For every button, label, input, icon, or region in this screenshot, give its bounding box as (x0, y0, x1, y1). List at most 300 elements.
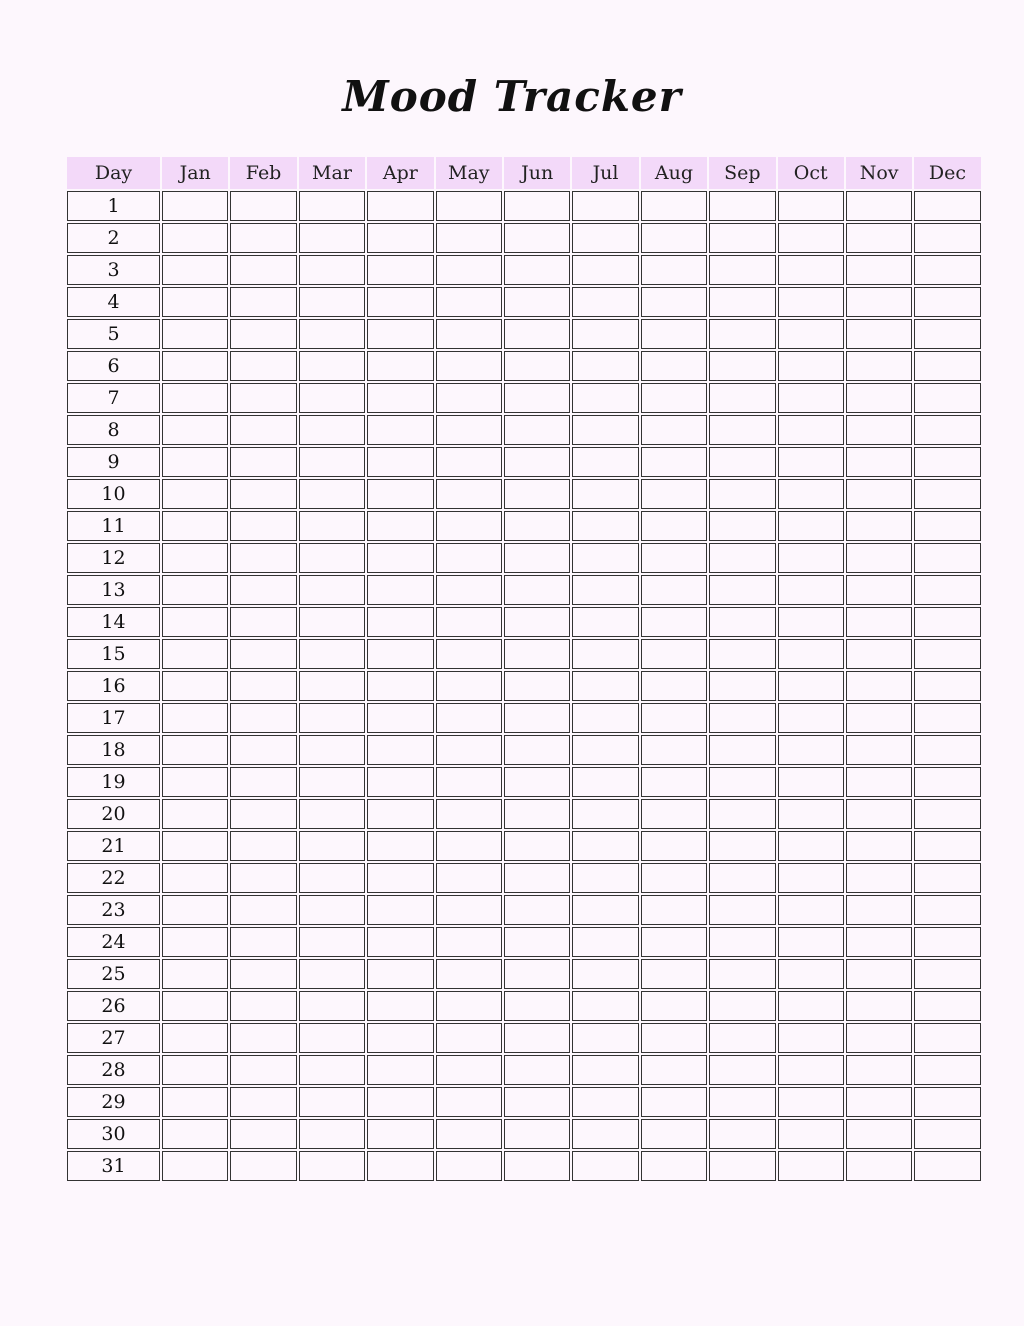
mood-cell-apr[interactable] (367, 1087, 433, 1117)
mood-cell-jan[interactable] (162, 671, 228, 701)
mood-cell-oct[interactable] (778, 319, 844, 349)
mood-cell-sep[interactable] (709, 1055, 775, 1085)
mood-cell-apr[interactable] (367, 511, 433, 541)
mood-cell-nov[interactable] (846, 1055, 912, 1085)
mood-cell-apr[interactable] (367, 447, 433, 477)
mood-cell-nov[interactable] (846, 959, 912, 989)
mood-cell-may[interactable] (436, 831, 502, 861)
mood-cell-apr[interactable] (367, 767, 433, 797)
mood-cell-dec[interactable] (914, 671, 980, 701)
mood-cell-feb[interactable] (230, 415, 296, 445)
mood-cell-feb[interactable] (230, 319, 296, 349)
mood-cell-jun[interactable] (504, 255, 570, 285)
mood-cell-mar[interactable] (299, 959, 365, 989)
mood-cell-may[interactable] (436, 543, 502, 573)
mood-cell-jul[interactable] (572, 447, 638, 477)
mood-cell-apr[interactable] (367, 543, 433, 573)
mood-cell-dec[interactable] (914, 479, 980, 509)
mood-cell-oct[interactable] (778, 287, 844, 317)
mood-cell-sep[interactable] (709, 607, 775, 637)
mood-cell-sep[interactable] (709, 895, 775, 925)
mood-cell-apr[interactable] (367, 991, 433, 1021)
mood-cell-apr[interactable] (367, 735, 433, 765)
mood-cell-nov[interactable] (846, 383, 912, 413)
mood-cell-jul[interactable] (572, 1119, 638, 1149)
mood-cell-jul[interactable] (572, 1023, 638, 1053)
mood-cell-dec[interactable] (914, 703, 980, 733)
mood-cell-dec[interactable] (914, 255, 980, 285)
mood-cell-jun[interactable] (504, 1055, 570, 1085)
mood-cell-aug[interactable] (641, 1087, 707, 1117)
mood-cell-jun[interactable] (504, 575, 570, 605)
mood-cell-oct[interactable] (778, 1087, 844, 1117)
mood-cell-sep[interactable] (709, 799, 775, 829)
mood-cell-may[interactable] (436, 1023, 502, 1053)
mood-cell-may[interactable] (436, 1119, 502, 1149)
mood-cell-may[interactable] (436, 863, 502, 893)
mood-cell-jul[interactable] (572, 767, 638, 797)
mood-cell-nov[interactable] (846, 735, 912, 765)
mood-cell-sep[interactable] (709, 927, 775, 957)
mood-cell-jan[interactable] (162, 735, 228, 765)
mood-cell-mar[interactable] (299, 511, 365, 541)
mood-cell-feb[interactable] (230, 255, 296, 285)
mood-cell-sep[interactable] (709, 255, 775, 285)
mood-cell-apr[interactable] (367, 959, 433, 989)
mood-cell-apr[interactable] (367, 575, 433, 605)
mood-cell-aug[interactable] (641, 479, 707, 509)
mood-cell-may[interactable] (436, 383, 502, 413)
mood-cell-nov[interactable] (846, 1023, 912, 1053)
mood-cell-apr[interactable] (367, 895, 433, 925)
mood-cell-dec[interactable] (914, 383, 980, 413)
mood-cell-dec[interactable] (914, 191, 980, 221)
mood-cell-jan[interactable] (162, 607, 228, 637)
mood-cell-sep[interactable] (709, 191, 775, 221)
mood-cell-dec[interactable] (914, 1119, 980, 1149)
mood-cell-may[interactable] (436, 959, 502, 989)
mood-cell-nov[interactable] (846, 543, 912, 573)
mood-cell-aug[interactable] (641, 1151, 707, 1181)
mood-cell-feb[interactable] (230, 1151, 296, 1181)
mood-cell-jun[interactable] (504, 479, 570, 509)
mood-cell-apr[interactable] (367, 863, 433, 893)
mood-cell-aug[interactable] (641, 351, 707, 381)
mood-cell-mar[interactable] (299, 447, 365, 477)
mood-cell-jul[interactable] (572, 415, 638, 445)
mood-cell-dec[interactable] (914, 959, 980, 989)
mood-cell-feb[interactable] (230, 1087, 296, 1117)
mood-cell-mar[interactable] (299, 767, 365, 797)
mood-cell-aug[interactable] (641, 319, 707, 349)
mood-cell-jul[interactable] (572, 1087, 638, 1117)
mood-cell-mar[interactable] (299, 383, 365, 413)
mood-cell-jan[interactable] (162, 223, 228, 253)
mood-cell-jun[interactable] (504, 447, 570, 477)
mood-cell-nov[interactable] (846, 255, 912, 285)
mood-cell-jan[interactable] (162, 831, 228, 861)
mood-cell-jan[interactable] (162, 895, 228, 925)
mood-cell-jun[interactable] (504, 1151, 570, 1181)
mood-cell-nov[interactable] (846, 1087, 912, 1117)
mood-cell-nov[interactable] (846, 447, 912, 477)
mood-cell-may[interactable] (436, 255, 502, 285)
mood-cell-mar[interactable] (299, 831, 365, 861)
mood-cell-aug[interactable] (641, 703, 707, 733)
mood-cell-jun[interactable] (504, 767, 570, 797)
mood-cell-feb[interactable] (230, 863, 296, 893)
mood-cell-oct[interactable] (778, 607, 844, 637)
mood-cell-jan[interactable] (162, 319, 228, 349)
mood-cell-oct[interactable] (778, 639, 844, 669)
mood-cell-jun[interactable] (504, 511, 570, 541)
mood-cell-feb[interactable] (230, 799, 296, 829)
mood-cell-dec[interactable] (914, 1055, 980, 1085)
mood-cell-oct[interactable] (778, 1151, 844, 1181)
mood-cell-jun[interactable] (504, 543, 570, 573)
mood-cell-apr[interactable] (367, 1151, 433, 1181)
mood-cell-feb[interactable] (230, 703, 296, 733)
mood-cell-jul[interactable] (572, 511, 638, 541)
mood-cell-mar[interactable] (299, 703, 365, 733)
mood-cell-oct[interactable] (778, 1023, 844, 1053)
mood-cell-jul[interactable] (572, 639, 638, 669)
mood-cell-oct[interactable] (778, 479, 844, 509)
mood-cell-apr[interactable] (367, 799, 433, 829)
mood-cell-mar[interactable] (299, 639, 365, 669)
mood-cell-jun[interactable] (504, 959, 570, 989)
mood-cell-nov[interactable] (846, 831, 912, 861)
mood-cell-oct[interactable] (778, 191, 844, 221)
mood-cell-nov[interactable] (846, 991, 912, 1021)
mood-cell-may[interactable] (436, 447, 502, 477)
mood-cell-jun[interactable] (504, 383, 570, 413)
mood-cell-dec[interactable] (914, 927, 980, 957)
mood-cell-dec[interactable] (914, 287, 980, 317)
mood-cell-apr[interactable] (367, 639, 433, 669)
mood-cell-jan[interactable] (162, 191, 228, 221)
mood-cell-sep[interactable] (709, 479, 775, 509)
mood-cell-feb[interactable] (230, 831, 296, 861)
mood-cell-may[interactable] (436, 639, 502, 669)
mood-cell-may[interactable] (436, 799, 502, 829)
mood-cell-feb[interactable] (230, 767, 296, 797)
mood-cell-jun[interactable] (504, 735, 570, 765)
mood-cell-oct[interactable] (778, 1119, 844, 1149)
mood-cell-feb[interactable] (230, 927, 296, 957)
mood-cell-nov[interactable] (846, 191, 912, 221)
mood-cell-apr[interactable] (367, 703, 433, 733)
mood-cell-jan[interactable] (162, 351, 228, 381)
mood-cell-may[interactable] (436, 1087, 502, 1117)
mood-cell-dec[interactable] (914, 831, 980, 861)
mood-cell-may[interactable] (436, 575, 502, 605)
mood-cell-may[interactable] (436, 511, 502, 541)
mood-cell-dec[interactable] (914, 511, 980, 541)
mood-cell-sep[interactable] (709, 863, 775, 893)
mood-cell-dec[interactable] (914, 639, 980, 669)
mood-cell-apr[interactable] (367, 1119, 433, 1149)
mood-cell-mar[interactable] (299, 479, 365, 509)
mood-cell-jan[interactable] (162, 639, 228, 669)
mood-cell-jul[interactable] (572, 607, 638, 637)
mood-cell-jul[interactable] (572, 1151, 638, 1181)
mood-cell-jul[interactable] (572, 287, 638, 317)
mood-cell-may[interactable] (436, 735, 502, 765)
mood-cell-mar[interactable] (299, 927, 365, 957)
mood-cell-may[interactable] (436, 1055, 502, 1085)
mood-cell-mar[interactable] (299, 895, 365, 925)
mood-cell-nov[interactable] (846, 799, 912, 829)
mood-cell-mar[interactable] (299, 1087, 365, 1117)
mood-cell-may[interactable] (436, 607, 502, 637)
mood-cell-feb[interactable] (230, 447, 296, 477)
mood-cell-feb[interactable] (230, 1055, 296, 1085)
mood-cell-mar[interactable] (299, 1151, 365, 1181)
mood-cell-sep[interactable] (709, 831, 775, 861)
mood-cell-dec[interactable] (914, 1087, 980, 1117)
mood-cell-oct[interactable] (778, 511, 844, 541)
mood-cell-dec[interactable] (914, 607, 980, 637)
mood-cell-apr[interactable] (367, 1055, 433, 1085)
mood-cell-oct[interactable] (778, 671, 844, 701)
mood-cell-mar[interactable] (299, 351, 365, 381)
mood-cell-jan[interactable] (162, 287, 228, 317)
mood-cell-dec[interactable] (914, 351, 980, 381)
mood-cell-aug[interactable] (641, 959, 707, 989)
mood-cell-aug[interactable] (641, 191, 707, 221)
mood-cell-feb[interactable] (230, 959, 296, 989)
mood-cell-sep[interactable] (709, 319, 775, 349)
mood-cell-may[interactable] (436, 415, 502, 445)
mood-cell-sep[interactable] (709, 511, 775, 541)
mood-cell-sep[interactable] (709, 447, 775, 477)
mood-cell-feb[interactable] (230, 191, 296, 221)
mood-cell-jan[interactable] (162, 799, 228, 829)
mood-cell-apr[interactable] (367, 255, 433, 285)
mood-cell-may[interactable] (436, 767, 502, 797)
mood-cell-apr[interactable] (367, 607, 433, 637)
mood-cell-jun[interactable] (504, 415, 570, 445)
mood-cell-aug[interactable] (641, 575, 707, 605)
mood-cell-sep[interactable] (709, 671, 775, 701)
mood-cell-jan[interactable] (162, 1119, 228, 1149)
mood-cell-jun[interactable] (504, 799, 570, 829)
mood-cell-jan[interactable] (162, 1023, 228, 1053)
mood-cell-aug[interactable] (641, 223, 707, 253)
mood-cell-may[interactable] (436, 895, 502, 925)
mood-cell-jun[interactable] (504, 1087, 570, 1117)
mood-cell-aug[interactable] (641, 799, 707, 829)
mood-cell-oct[interactable] (778, 863, 844, 893)
mood-cell-sep[interactable] (709, 223, 775, 253)
mood-cell-feb[interactable] (230, 671, 296, 701)
mood-cell-nov[interactable] (846, 607, 912, 637)
mood-cell-nov[interactable] (846, 767, 912, 797)
mood-cell-dec[interactable] (914, 223, 980, 253)
mood-cell-sep[interactable] (709, 735, 775, 765)
mood-cell-jan[interactable] (162, 255, 228, 285)
mood-cell-jun[interactable] (504, 607, 570, 637)
mood-cell-jul[interactable] (572, 927, 638, 957)
mood-cell-oct[interactable] (778, 543, 844, 573)
mood-cell-jul[interactable] (572, 895, 638, 925)
mood-cell-sep[interactable] (709, 1151, 775, 1181)
mood-cell-feb[interactable] (230, 1119, 296, 1149)
mood-cell-jun[interactable] (504, 1119, 570, 1149)
mood-cell-dec[interactable] (914, 767, 980, 797)
mood-cell-mar[interactable] (299, 607, 365, 637)
mood-cell-mar[interactable] (299, 1119, 365, 1149)
mood-cell-jul[interactable] (572, 863, 638, 893)
mood-cell-jun[interactable] (504, 831, 570, 861)
mood-cell-sep[interactable] (709, 703, 775, 733)
mood-cell-aug[interactable] (641, 831, 707, 861)
mood-cell-oct[interactable] (778, 575, 844, 605)
mood-cell-sep[interactable] (709, 415, 775, 445)
mood-cell-aug[interactable] (641, 895, 707, 925)
mood-cell-jul[interactable] (572, 735, 638, 765)
mood-cell-feb[interactable] (230, 1023, 296, 1053)
mood-cell-jul[interactable] (572, 383, 638, 413)
mood-cell-may[interactable] (436, 223, 502, 253)
mood-cell-aug[interactable] (641, 543, 707, 573)
mood-cell-aug[interactable] (641, 383, 707, 413)
mood-cell-dec[interactable] (914, 863, 980, 893)
mood-cell-apr[interactable] (367, 415, 433, 445)
mood-cell-apr[interactable] (367, 383, 433, 413)
mood-cell-oct[interactable] (778, 415, 844, 445)
mood-cell-sep[interactable] (709, 767, 775, 797)
mood-cell-jun[interactable] (504, 319, 570, 349)
mood-cell-feb[interactable] (230, 991, 296, 1021)
mood-cell-apr[interactable] (367, 191, 433, 221)
mood-cell-jun[interactable] (504, 895, 570, 925)
mood-cell-jul[interactable] (572, 799, 638, 829)
mood-cell-aug[interactable] (641, 511, 707, 541)
mood-cell-dec[interactable] (914, 799, 980, 829)
mood-cell-apr[interactable] (367, 671, 433, 701)
mood-cell-apr[interactable] (367, 1023, 433, 1053)
mood-cell-jan[interactable] (162, 959, 228, 989)
mood-cell-jan[interactable] (162, 863, 228, 893)
mood-cell-nov[interactable] (846, 479, 912, 509)
mood-cell-may[interactable] (436, 671, 502, 701)
mood-cell-feb[interactable] (230, 351, 296, 381)
mood-cell-may[interactable] (436, 191, 502, 221)
mood-cell-jun[interactable] (504, 191, 570, 221)
mood-cell-jan[interactable] (162, 415, 228, 445)
mood-cell-jul[interactable] (572, 831, 638, 861)
mood-cell-apr[interactable] (367, 479, 433, 509)
mood-cell-jan[interactable] (162, 1087, 228, 1117)
mood-cell-jun[interactable] (504, 703, 570, 733)
mood-cell-jun[interactable] (504, 991, 570, 1021)
mood-cell-nov[interactable] (846, 351, 912, 381)
mood-cell-mar[interactable] (299, 543, 365, 573)
mood-cell-jun[interactable] (504, 927, 570, 957)
mood-cell-dec[interactable] (914, 575, 980, 605)
mood-cell-mar[interactable] (299, 223, 365, 253)
mood-cell-oct[interactable] (778, 703, 844, 733)
mood-cell-jan[interactable] (162, 1151, 228, 1181)
mood-cell-jul[interactable] (572, 255, 638, 285)
mood-cell-mar[interactable] (299, 575, 365, 605)
mood-cell-nov[interactable] (846, 895, 912, 925)
mood-cell-dec[interactable] (914, 543, 980, 573)
mood-cell-nov[interactable] (846, 927, 912, 957)
mood-cell-jun[interactable] (504, 287, 570, 317)
mood-cell-nov[interactable] (846, 223, 912, 253)
mood-cell-dec[interactable] (914, 319, 980, 349)
mood-cell-sep[interactable] (709, 287, 775, 317)
mood-cell-feb[interactable] (230, 735, 296, 765)
mood-cell-sep[interactable] (709, 543, 775, 573)
mood-cell-aug[interactable] (641, 607, 707, 637)
mood-cell-jan[interactable] (162, 479, 228, 509)
mood-cell-jul[interactable] (572, 1055, 638, 1085)
mood-cell-sep[interactable] (709, 1087, 775, 1117)
mood-cell-jul[interactable] (572, 575, 638, 605)
mood-cell-jul[interactable] (572, 991, 638, 1021)
mood-cell-apr[interactable] (367, 223, 433, 253)
mood-cell-feb[interactable] (230, 639, 296, 669)
mood-cell-mar[interactable] (299, 1055, 365, 1085)
mood-cell-oct[interactable] (778, 383, 844, 413)
mood-cell-jan[interactable] (162, 991, 228, 1021)
mood-cell-sep[interactable] (709, 383, 775, 413)
mood-cell-feb[interactable] (230, 511, 296, 541)
mood-cell-aug[interactable] (641, 927, 707, 957)
mood-cell-mar[interactable] (299, 1023, 365, 1053)
mood-cell-jun[interactable] (504, 671, 570, 701)
mood-cell-nov[interactable] (846, 511, 912, 541)
mood-cell-jun[interactable] (504, 1023, 570, 1053)
mood-cell-nov[interactable] (846, 671, 912, 701)
mood-cell-dec[interactable] (914, 1023, 980, 1053)
mood-cell-jul[interactable] (572, 703, 638, 733)
mood-cell-feb[interactable] (230, 479, 296, 509)
mood-cell-aug[interactable] (641, 1055, 707, 1085)
mood-cell-may[interactable] (436, 351, 502, 381)
mood-cell-mar[interactable] (299, 991, 365, 1021)
mood-cell-nov[interactable] (846, 575, 912, 605)
mood-cell-apr[interactable] (367, 287, 433, 317)
mood-cell-oct[interactable] (778, 959, 844, 989)
mood-cell-nov[interactable] (846, 639, 912, 669)
mood-cell-sep[interactable] (709, 575, 775, 605)
mood-cell-apr[interactable] (367, 319, 433, 349)
mood-cell-may[interactable] (436, 703, 502, 733)
mood-cell-sep[interactable] (709, 639, 775, 669)
mood-cell-jan[interactable] (162, 383, 228, 413)
mood-cell-may[interactable] (436, 1151, 502, 1181)
mood-cell-feb[interactable] (230, 383, 296, 413)
mood-cell-oct[interactable] (778, 991, 844, 1021)
mood-cell-oct[interactable] (778, 255, 844, 285)
mood-cell-aug[interactable] (641, 287, 707, 317)
mood-cell-jan[interactable] (162, 767, 228, 797)
mood-cell-aug[interactable] (641, 767, 707, 797)
mood-cell-may[interactable] (436, 991, 502, 1021)
mood-cell-dec[interactable] (914, 415, 980, 445)
mood-cell-may[interactable] (436, 319, 502, 349)
mood-cell-aug[interactable] (641, 1119, 707, 1149)
mood-cell-nov[interactable] (846, 287, 912, 317)
mood-cell-may[interactable] (436, 287, 502, 317)
mood-cell-may[interactable] (436, 479, 502, 509)
mood-cell-jan[interactable] (162, 1055, 228, 1085)
